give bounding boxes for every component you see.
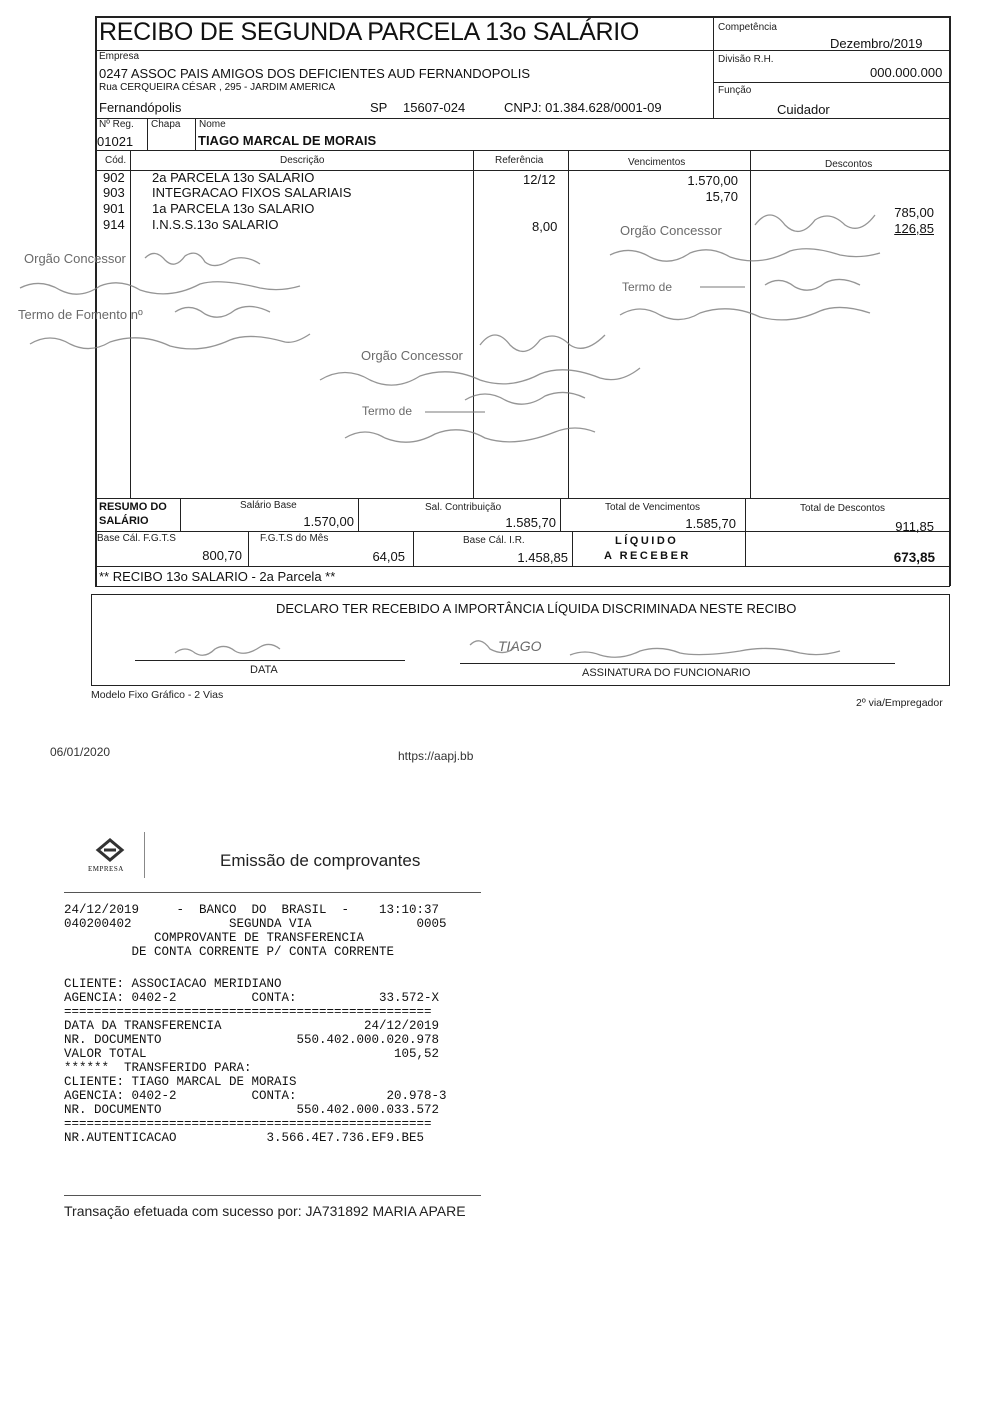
divisao-value: 000.000.000 (870, 65, 943, 80)
row-ref: 8,00 (532, 219, 558, 234)
total-venc-label: Total de Vencimentos (605, 502, 701, 513)
empresa-address: Rua CERQUEIRA CÉSAR , 295 - JARDIM AMERICA (99, 82, 336, 93)
bank-lines (64, 903, 447, 1145)
col-referencia: Referência (495, 155, 544, 166)
bank-line: AGENCIA: 0402-2 CONTA: 20.978-3 (64, 1089, 447, 1103)
col-cod: Cód. (105, 155, 127, 166)
salario-base-value: 1.570,00 (303, 514, 354, 529)
row-cod: 903 (103, 185, 125, 200)
assinatura-label: ASSINATURA DO FUNCIONARIO (582, 667, 751, 679)
a-receber-label: A RECEBER (604, 550, 691, 562)
stamp-termo: Termo de (362, 404, 413, 418)
stamp-termo: Termo de (622, 280, 673, 294)
resumo-label: RESUMO DO SALÁRIO (99, 501, 167, 527)
receipt-footer-note: ** RECIBO 13o SALARIO - 2a Parcela ** (99, 569, 336, 584)
bank-line: 040200402 SEGUNDA VIA 0005 (64, 917, 447, 931)
stamp-orgao: Orgão Concessor (24, 251, 126, 266)
base-ir-value: 1.458,85 (517, 550, 568, 565)
total-desc-value: 911,85 (895, 519, 934, 534)
col-descontos: Descontos (825, 159, 873, 170)
row-cod: 914 (103, 217, 125, 232)
nreg-label: Nº Reg. (99, 119, 134, 130)
row-cod: 901 (103, 201, 125, 216)
via-label: 2º via/Empregador (856, 697, 943, 709)
data-label: DATA (250, 664, 278, 676)
salario-base-label: Salário Base (240, 500, 297, 511)
print-url: https://aapj.bb (398, 749, 474, 763)
bank-line: ================================================= (64, 1005, 432, 1019)
row-desc: INTEGRACAO FIXOS SALARIAIS (152, 185, 352, 200)
print-date: 06/01/2020 (50, 745, 111, 759)
bank-line: ****** TRANSFERIDO PARA: (64, 1061, 252, 1075)
bank-logo-label: EMPRESA (88, 865, 124, 873)
stamp-termo: Termo de Fomento nº (18, 307, 143, 322)
row-venc: 15,70 (705, 189, 738, 204)
row-desc: 2a PARCELA 13o SALARIO (152, 170, 315, 185)
modelo-label: Modelo Fixo Gráfico - 2 Vias (91, 689, 224, 701)
row-venc: 1.570,00 (687, 173, 738, 188)
row-ref: 12/12 (523, 172, 556, 187)
total-desc-label: Total de Descontos (800, 503, 886, 514)
handwriting-scribble (15, 240, 335, 360)
sal-contrib-value: 1.585,70 (505, 515, 556, 530)
stamp-orgao: Orgão Concessor (361, 348, 463, 363)
declaration-text: DECLARO TER RECEBIDO A IMPORTÂNCIA LÍQUIDA DISCRIMINADA NESTE RECIBO (276, 601, 797, 616)
bank-line: AGENCIA: 0402-2 CONTA: 33.572-X (64, 991, 440, 1005)
base-ir-label: Base Cál. I.R. (463, 535, 525, 546)
nome-label: Nome (199, 119, 226, 130)
col-vencimentos: Vencimentos (628, 157, 686, 168)
competencia-label: Competência (718, 22, 777, 33)
bank-line: ================================================= (64, 1117, 432, 1131)
row-desconto: 785,00 (894, 205, 934, 220)
nreg-value: 01021 (97, 134, 134, 149)
divisao-label: Divisão R.H. (718, 54, 774, 65)
row-desconto: 126,85 (894, 221, 934, 236)
empresa-cnpj: CNPJ: 01.384.628/0001-09 (504, 100, 662, 115)
bank-line: DATA DA TRANSFERENCIA 24/12/2019 (64, 1019, 440, 1033)
bank-line: DE CONTA CORRENTE P/ CONTA CORRENTE (64, 945, 395, 959)
signature-scribble (150, 633, 890, 668)
bank-line (64, 959, 447, 977)
bank-line: VALOR TOTAL 105,52 (64, 1047, 440, 1061)
chapa-label: Chapa (151, 119, 181, 130)
handwriting-scribble (315, 320, 655, 460)
base-fgts-label: Base Cál. F.G.T.S (97, 533, 176, 544)
empresa-label: Empresa (99, 51, 140, 62)
total-venc-value: 1.585,70 (685, 516, 736, 531)
employee-name: TIAGO MARCAL DE MORAIS (198, 133, 377, 148)
empresa-uf: SP (370, 100, 388, 115)
bank-logo (78, 836, 138, 880)
competencia-value: Dezembro/2019 (830, 36, 923, 51)
row-cod: 902 (103, 170, 125, 185)
funcao-label: Função (718, 85, 752, 96)
empresa-city: Fernandópolis (99, 100, 182, 115)
sal-contrib-label: Sal. Contribuição (425, 502, 502, 513)
bank-line: CLIENTE: TIAGO MARCAL DE MORAIS (64, 1075, 297, 1089)
empresa-cep: 15607-024 (403, 100, 466, 115)
bank-line: NR. DOCUMENTO 550.402.000.020.978 (64, 1033, 440, 1047)
row-desc: 1a PARCELA 13o SALARIO (152, 201, 315, 216)
bank-footer: Transação efetuada com sucesso por: JA731892 MARIA APARE (64, 1203, 466, 1219)
liquido-label: LÍQUIDO (615, 535, 679, 547)
fgts-mes-label: F.G.T.S do Mês (260, 533, 329, 544)
funcao-value: Cuidador (777, 102, 830, 117)
row-desc: I.N.S.S.13o SALARIO (152, 217, 279, 232)
base-fgts-value: 800,70 (202, 548, 242, 563)
stamp-orgao: Orgão Concessor (620, 223, 722, 238)
handwriting-scribble (605, 195, 905, 335)
fgts-mes-value: 64,05 (372, 549, 405, 564)
bank-line: 24/12/2019 - BANCO DO BRASIL - 13:10:37 (64, 903, 440, 917)
receipt-title: RECIBO DE SEGUNDA PARCELA 13o SALÁRIO (99, 18, 640, 46)
liquido-value: 673,85 (893, 550, 935, 565)
bank-line: NR. DOCUMENTO 550.402.000.033.572 (64, 1103, 440, 1117)
bank-page-title: Emissão de comprovantes (220, 851, 421, 870)
signature-handwritten: TIAGO (498, 638, 542, 654)
bank-line: COMPROVANTE DE TRANSFERENCIA (64, 931, 365, 945)
empresa-name: 0247 ASSOC PAIS AMIGOS DOS DEFICIENTES AUD FERNANDOPOLIS (99, 66, 531, 81)
banco-do-brasil-logo-icon (90, 836, 130, 864)
col-descricao: Descrição (280, 155, 325, 166)
bank-line: NR.AUTENTICACAO 3.566.4E7.736.EF9.BE5 (64, 1131, 425, 1145)
bank-line: CLIENTE: ASSOCIACAO MERIDIANO (64, 977, 282, 991)
